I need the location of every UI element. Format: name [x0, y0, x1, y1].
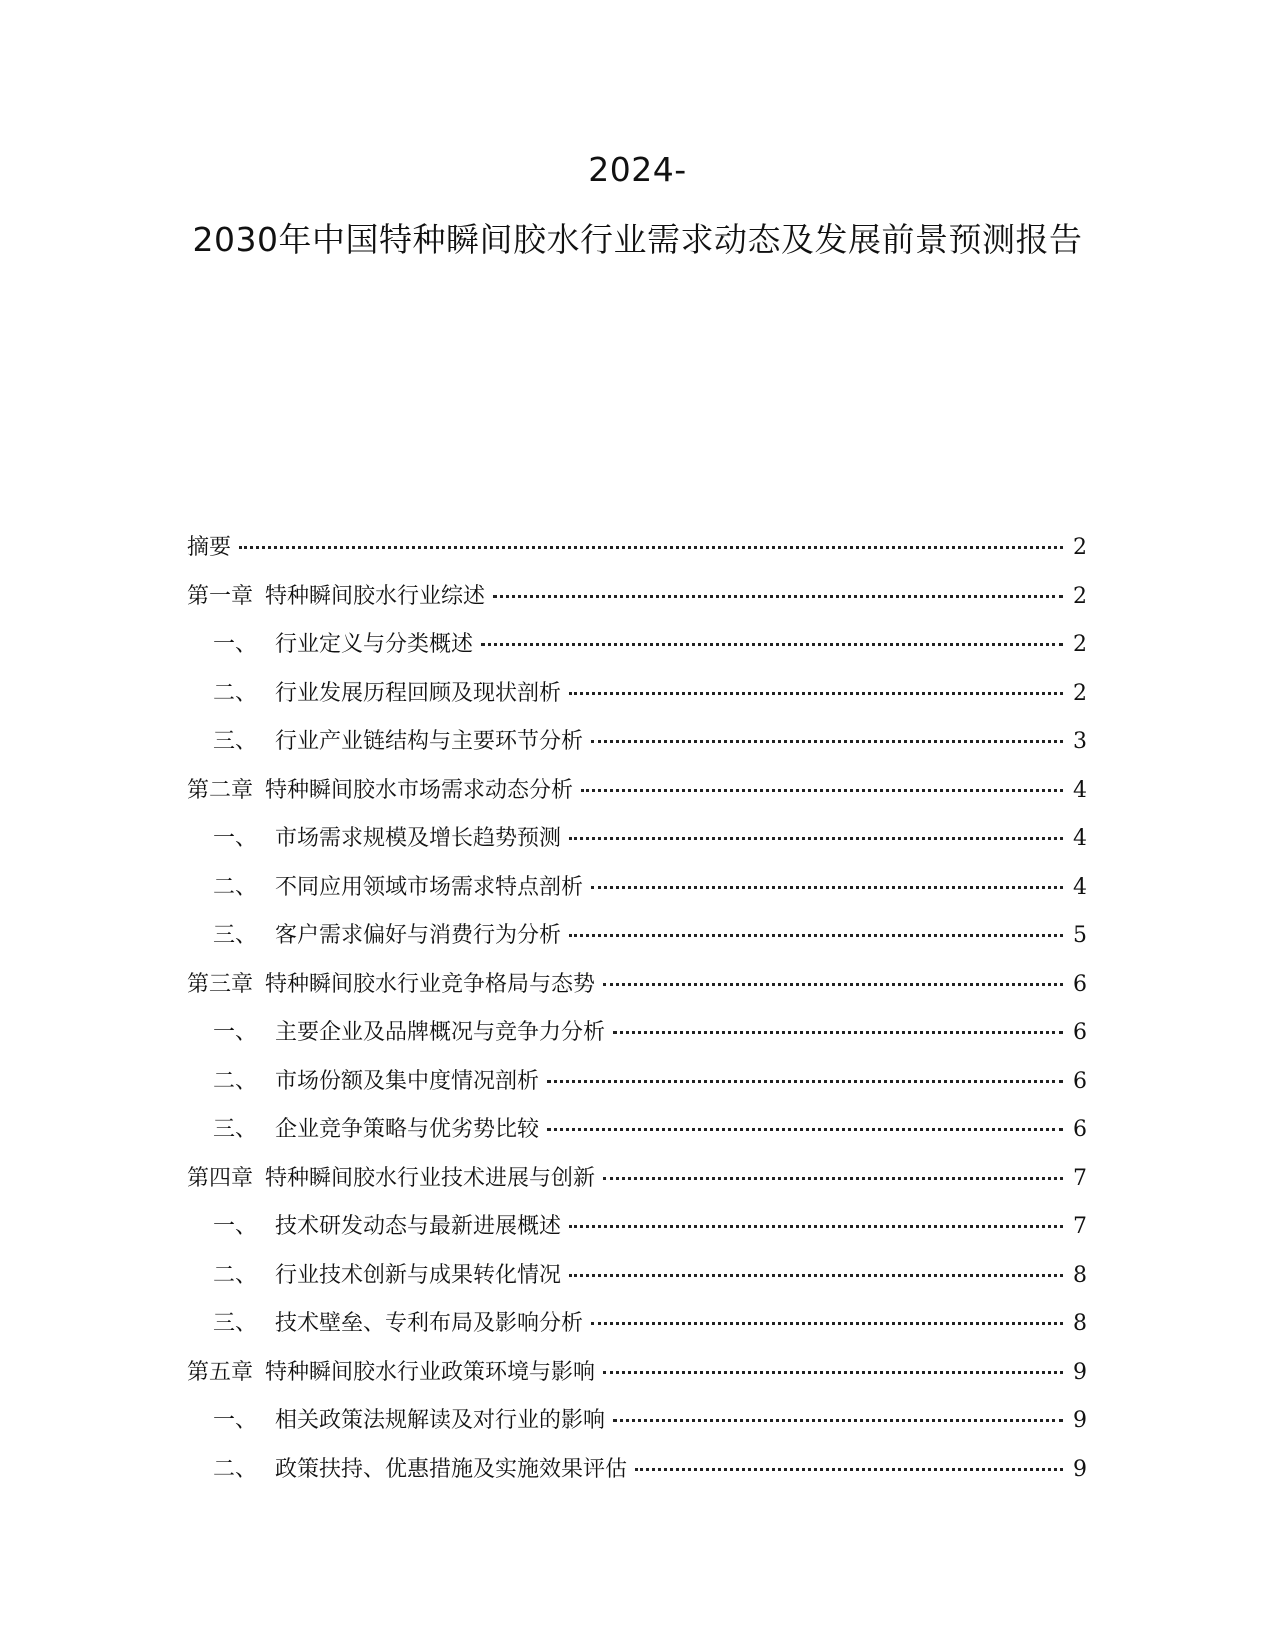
- toc-page-number: 7: [1073, 1214, 1087, 1239]
- toc-section-entry[interactable]: [187, 1112, 1087, 1161]
- toc-entry-number: 一、: [213, 1408, 258, 1433]
- toc-entry-title: 市场份额及集中度情况剖析: [275, 1068, 540, 1094]
- toc-page-number: 2: [1073, 680, 1087, 706]
- toc-entry-title: 特种瞬间胶水行业技术进展与创新: [265, 1165, 596, 1191]
- toc-entry-title: 不同应用领域市场需求特点剖析: [275, 874, 584, 900]
- toc-section-entry[interactable]: [187, 1403, 1087, 1452]
- toc-entry-title: 特种瞬间胶水市场需求动态分析: [265, 777, 574, 803]
- toc-dot-leader: [569, 1274, 1063, 1277]
- toc-dot-leader: [581, 789, 1063, 792]
- toc-entry-number: 一、: [213, 826, 258, 851]
- toc-dot-leader: [569, 1225, 1063, 1228]
- toc-entry-title: 主要企业及品牌概况与竞争力分析: [275, 1020, 606, 1045]
- toc-dot-leader: [613, 1419, 1063, 1422]
- toc-section-entry[interactable]: [187, 870, 1087, 919]
- toc-dot-leader: [481, 643, 1063, 646]
- toc-section-entry[interactable]: [187, 1064, 1087, 1113]
- toc-entry-title: 企业竞争策略与优劣势比较: [275, 1117, 540, 1142]
- toc-chapter-entry[interactable]: [187, 1161, 1087, 1210]
- toc-entry-label-group: [213, 1258, 561, 1289]
- toc-entry-title: 行业发展历程回顾及现状剖析: [275, 680, 562, 706]
- toc-entry-title: 行业技术创新与成果转化情况: [275, 1262, 562, 1288]
- document-title-line-2: 2030年中国特种瞬间胶水行业需求动态及发展前景预测报告: [192, 220, 1083, 259]
- toc-entry-label-group: [213, 1112, 539, 1143]
- toc-dot-leader: [239, 546, 1063, 549]
- toc-entry-number: 三、: [213, 1311, 258, 1336]
- toc-page-number: 8: [1073, 1262, 1087, 1288]
- toc-dot-leader: [569, 837, 1063, 840]
- toc-entry-title: 特种瞬间胶水行业竞争格局与态势: [265, 971, 596, 997]
- toc-entry-label-group: [213, 1064, 539, 1095]
- toc-dot-leader: [635, 1468, 1063, 1471]
- toc-entry-label-group: [213, 724, 583, 755]
- toc-entry-number: 第四章: [187, 1165, 254, 1191]
- toc-entry-title: 政策扶持、优惠措施及实施效果评估: [275, 1456, 628, 1482]
- toc-page-number: 2: [1073, 583, 1087, 609]
- toc-entry-label-group: [213, 1306, 583, 1337]
- toc-entry-number: 第一章: [187, 583, 254, 609]
- toc-entry-title: 行业定义与分类概述: [275, 632, 474, 657]
- toc-entry-label-group: [213, 870, 583, 901]
- toc-section-entry[interactable]: [187, 1015, 1087, 1064]
- toc-page-number: 4: [1073, 777, 1087, 803]
- toc-entry-title: 市场需求规模及增长趋势预测: [275, 826, 562, 851]
- toc-section-entry[interactable]: [187, 1258, 1087, 1307]
- toc-entry-number: 三、: [213, 729, 258, 754]
- toc-page-number: 2: [1073, 632, 1087, 657]
- toc-entry-title: 客户需求偏好与消费行为分析: [275, 923, 562, 948]
- toc-page-number: 8: [1073, 1311, 1087, 1336]
- toc-chapter-entry[interactable]: [187, 1355, 1087, 1404]
- toc-page-number: 3: [1073, 729, 1087, 754]
- toc-entry-number: 一、: [213, 1020, 258, 1045]
- toc-section-entry[interactable]: [187, 676, 1087, 725]
- toc-entry-title: 技术壁垒、专利布局及影响分析: [275, 1311, 584, 1336]
- toc-dot-leader: [613, 1031, 1063, 1034]
- toc-entry-number: 二、: [213, 1068, 258, 1094]
- toc-entry-title: 行业产业链结构与主要环节分析: [275, 729, 584, 754]
- toc-entry-label-group: [213, 1015, 605, 1046]
- toc-entry-number: 第三章: [187, 971, 254, 997]
- toc-entry-number: 三、: [213, 923, 258, 948]
- toc-page-number: 6: [1073, 1117, 1087, 1142]
- toc-dot-leader: [603, 983, 1063, 986]
- toc-dot-leader: [591, 1322, 1063, 1325]
- toc-entry-number: 一、: [213, 632, 258, 657]
- toc-page-number: 5: [1073, 923, 1087, 948]
- toc-section-entry[interactable]: [187, 1452, 1087, 1501]
- toc-entry-label-group: [187, 530, 231, 561]
- toc-section-entry[interactable]: [187, 627, 1087, 676]
- toc-entry-title: 特种瞬间胶水行业政策环境与影响: [265, 1359, 596, 1385]
- toc-entry-number: 第二章: [187, 777, 254, 803]
- toc-chapter-entry[interactable]: [187, 967, 1087, 1016]
- toc-entry-title: 相关政策法规解读及对行业的影响: [275, 1408, 606, 1433]
- toc-entry-label-group: [187, 1161, 595, 1192]
- toc-entry-title: 特种瞬间胶水行业综述: [265, 583, 486, 609]
- toc-dot-leader: [493, 595, 1063, 598]
- toc-entry-title: 摘要: [187, 535, 232, 560]
- toc-section-entry[interactable]: [187, 724, 1087, 773]
- toc-chapter-entry[interactable]: [187, 579, 1087, 628]
- toc-section-entry[interactable]: [187, 1209, 1087, 1258]
- document-title-line-1: 2024-: [588, 150, 687, 189]
- toc-page-number: 6: [1073, 1020, 1087, 1045]
- toc-page-number: 4: [1073, 826, 1087, 851]
- toc-entry-title: 技术研发动态与最新进展概述: [275, 1214, 562, 1239]
- toc-entry-label-group: [213, 821, 561, 852]
- toc-entry-number: 第五章: [187, 1359, 254, 1385]
- toc-section-entry[interactable]: [187, 1306, 1087, 1355]
- toc-page-number: 7: [1073, 1165, 1087, 1191]
- toc-page-number: 4: [1073, 874, 1087, 900]
- toc-chapter-entry[interactable]: [187, 530, 1087, 579]
- toc-entry-label-group: [187, 579, 485, 610]
- toc-page-number: 6: [1073, 971, 1087, 997]
- toc-entry-label-group: [213, 1209, 561, 1240]
- toc-page-number: 9: [1073, 1456, 1087, 1482]
- toc-dot-leader: [547, 1128, 1063, 1131]
- toc-page-number: 6: [1073, 1068, 1087, 1094]
- toc-entry-number: 二、: [213, 874, 258, 900]
- toc-dot-leader: [591, 740, 1063, 743]
- toc-dot-leader: [569, 934, 1063, 937]
- toc-dot-leader: [547, 1080, 1063, 1083]
- toc-entry-label-group: [213, 627, 473, 658]
- toc-entry-label-group: [187, 1355, 595, 1386]
- toc-entry-label-group: [213, 918, 561, 949]
- toc-section-entry[interactable]: [187, 821, 1087, 870]
- toc-entry-number: 一、: [213, 1214, 258, 1239]
- toc-entry-label-group: [213, 1403, 605, 1434]
- toc-dot-leader: [603, 1177, 1063, 1180]
- table-of-contents: [187, 530, 1087, 1500]
- toc-entry-number: 三、: [213, 1117, 258, 1142]
- toc-dot-leader: [603, 1371, 1063, 1374]
- toc-entry-label-group: [187, 967, 595, 998]
- toc-chapter-entry[interactable]: [187, 773, 1087, 822]
- toc-page-number: 9: [1073, 1408, 1087, 1433]
- toc-entry-label-group: [187, 773, 573, 804]
- toc-entry-label-group: [213, 1452, 627, 1483]
- toc-page-number: 2: [1073, 535, 1087, 560]
- toc-entry-number: 二、: [213, 1456, 258, 1482]
- toc-entry-number: 二、: [213, 680, 258, 706]
- toc-entry-number: 二、: [213, 1262, 258, 1288]
- toc-section-entry[interactable]: [187, 918, 1087, 967]
- toc-page-number: 9: [1073, 1359, 1087, 1385]
- toc-dot-leader: [569, 692, 1063, 695]
- toc-entry-label-group: [213, 676, 561, 707]
- toc-dot-leader: [591, 886, 1063, 889]
